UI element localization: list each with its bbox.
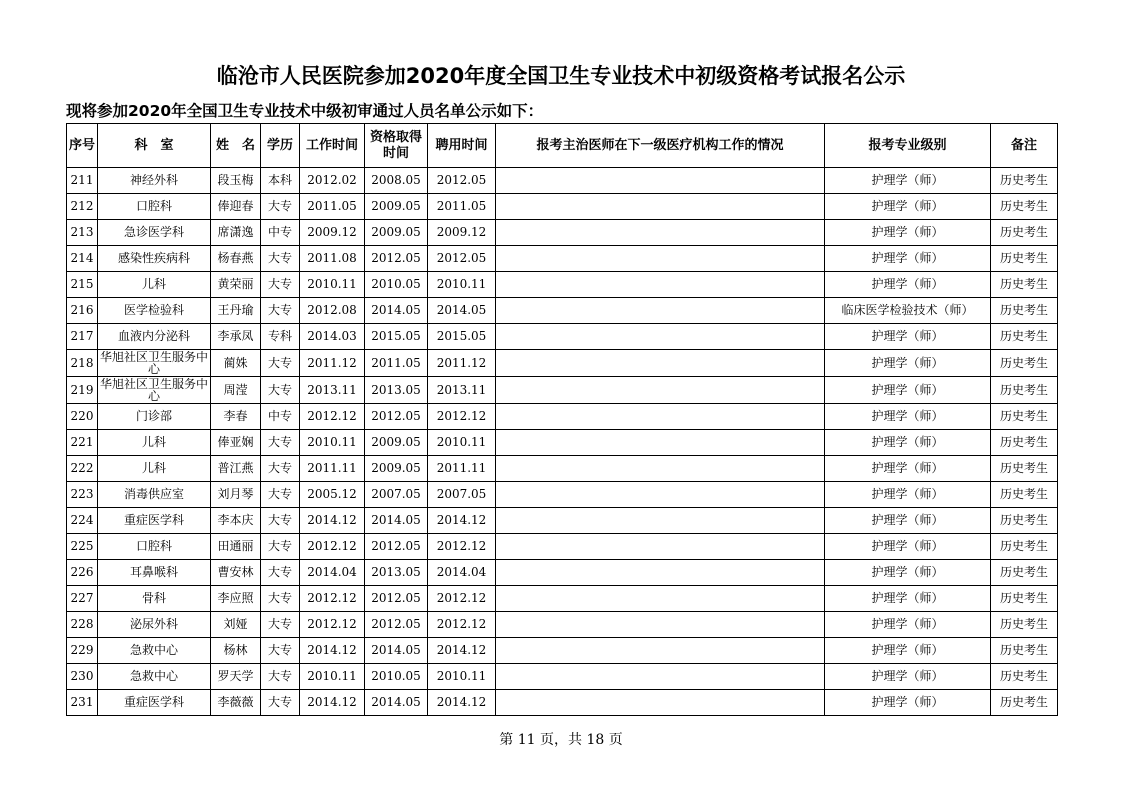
cell-work-start: 2012.12 — [300, 404, 365, 430]
cell-qualification-date: 2013.05 — [365, 377, 428, 404]
cell-work-start: 2012.12 — [300, 586, 365, 612]
cell-work-start: 2012.12 — [300, 534, 365, 560]
cell-employment-date: 2012.12 — [428, 612, 496, 638]
cell-employment-date: 2013.11 — [428, 377, 496, 404]
cell-department: 口腔科 — [98, 534, 211, 560]
cell-department: 消毒供应室 — [98, 482, 211, 508]
cell-qualification-date: 2011.05 — [365, 350, 428, 377]
cell-qualification-date: 2014.05 — [365, 298, 428, 324]
cell-seq: 223 — [67, 482, 98, 508]
cell-grassroots-work — [496, 377, 825, 404]
cell-department: 儿科 — [98, 456, 211, 482]
cell-remarks: 历史考生 — [991, 560, 1058, 586]
table-row — [67, 612, 1058, 638]
cell-grassroots-work — [496, 586, 825, 612]
cell-work-start: 2010.11 — [300, 272, 365, 298]
cell-name: 王丹瑜 — [211, 298, 261, 324]
cell-department: 儿科 — [98, 430, 211, 456]
cell-remarks: 历史考生 — [991, 664, 1058, 690]
cell-grassroots-work — [496, 272, 825, 298]
cell-remarks: 历史考生 — [991, 638, 1058, 664]
cell-remarks: 历史考生 — [991, 324, 1058, 350]
cell-seq: 226 — [67, 560, 98, 586]
cell-exam-level: 护理学（师） — [825, 638, 991, 664]
cell-education: 大专 — [261, 534, 300, 560]
cell-education: 大专 — [261, 508, 300, 534]
table-row — [67, 482, 1058, 508]
cell-department: 耳鼻喉科 — [98, 560, 211, 586]
cell-education: 大专 — [261, 638, 300, 664]
cell-work-start: 2009.12 — [300, 220, 365, 246]
cell-employment-date: 2011.05 — [428, 194, 496, 220]
cell-department — [98, 377, 211, 404]
cell-name: 曹安林 — [211, 560, 261, 586]
table-row — [67, 638, 1058, 664]
cell-name: 普江燕 — [211, 456, 261, 482]
cell-name: 李应照 — [211, 586, 261, 612]
cell-employment-date: 2011.11 — [428, 456, 496, 482]
cell-education: 中专 — [261, 220, 300, 246]
cell-name: 李承凤 — [211, 324, 261, 350]
cell-qualification-date: 2014.05 — [365, 638, 428, 664]
cell-seq: 230 — [67, 664, 98, 690]
cell-grassroots-work — [496, 194, 825, 220]
table-row — [67, 377, 1058, 404]
cell-remarks: 历史考生 — [991, 508, 1058, 534]
cell-name: 席潇逸 — [211, 220, 261, 246]
cell-exam-level: 护理学（师） — [825, 377, 991, 404]
cell-employment-date: 2010.11 — [428, 430, 496, 456]
cell-education: 本科 — [261, 168, 300, 194]
table-row — [67, 690, 1058, 716]
cell-exam-level: 护理学（师） — [825, 430, 991, 456]
cell-work-start: 2010.11 — [300, 430, 365, 456]
cell-department: 医学检验科 — [98, 298, 211, 324]
cell-remarks: 历史考生 — [991, 534, 1058, 560]
cell-education: 大专 — [261, 690, 300, 716]
cell-department: 感染性疾病科 — [98, 246, 211, 272]
cell-remarks: 历史考生 — [991, 377, 1058, 404]
cell-name: 段玉梅 — [211, 168, 261, 194]
cell-exam-level: 护理学（师） — [825, 404, 991, 430]
cell-seq: 220 — [67, 404, 98, 430]
cell-seq: 227 — [67, 586, 98, 612]
cell-grassroots-work — [496, 220, 825, 246]
cell-education: 大专 — [261, 664, 300, 690]
cell-department: 重症医学科 — [98, 690, 211, 716]
cell-exam-level: 护理学（师） — [825, 612, 991, 638]
table-row — [67, 298, 1058, 324]
cell-education: 大专 — [261, 350, 300, 377]
cell-work-start: 2014.12 — [300, 690, 365, 716]
cell-department: 口腔科 — [98, 194, 211, 220]
cell-exam-level: 护理学（师） — [825, 482, 991, 508]
table-row — [67, 430, 1058, 456]
cell-exam-level: 护理学（师） — [825, 560, 991, 586]
cell-department: 骨科 — [98, 586, 211, 612]
cell-exam-level: 护理学（师） — [825, 350, 991, 377]
cell-employment-date: 2014.05 — [428, 298, 496, 324]
table-row — [67, 220, 1058, 246]
footer-total-pages: 18 — [586, 732, 605, 748]
cell-remarks: 历史考生 — [991, 430, 1058, 456]
cell-work-start: 2014.04 — [300, 560, 365, 586]
department-text: 华旭社区卫生服务中心 — [99, 378, 208, 402]
cell-employment-date: 2014.12 — [428, 638, 496, 664]
cell-work-start: 2011.05 — [300, 194, 365, 220]
cell-name: 黄荣丽 — [211, 272, 261, 298]
cell-grassroots-work — [496, 638, 825, 664]
cell-work-start: 2013.11 — [300, 377, 365, 404]
cell-qualification-date: 2010.05 — [365, 272, 428, 298]
cell-name: 刘月琴 — [211, 482, 261, 508]
cell-department — [98, 350, 211, 377]
table-row — [67, 350, 1058, 377]
cell-seq: 212 — [67, 194, 98, 220]
cell-employment-date: 2010.11 — [428, 272, 496, 298]
cell-qualification-date: 2012.05 — [365, 612, 428, 638]
cell-exam-level: 护理学（师） — [825, 272, 991, 298]
cell-seq: 231 — [67, 690, 98, 716]
cell-work-start: 2011.11 — [300, 456, 365, 482]
cell-grassroots-work — [496, 482, 825, 508]
cell-name: 李薇薇 — [211, 690, 261, 716]
cell-qualification-date: 2014.05 — [365, 690, 428, 716]
cell-exam-level: 护理学（师） — [825, 194, 991, 220]
cell-remarks: 历史考生 — [991, 298, 1058, 324]
cell-remarks: 历史考生 — [991, 194, 1058, 220]
cell-qualification-date: 2009.05 — [365, 220, 428, 246]
cell-employment-date: 2012.12 — [428, 586, 496, 612]
cell-grassroots-work — [496, 324, 825, 350]
table-row — [67, 586, 1058, 612]
cell-qualification-date: 2010.05 — [365, 664, 428, 690]
cell-remarks: 历史考生 — [991, 690, 1058, 716]
footer-prefix: 第 — [499, 732, 514, 748]
cell-work-start: 2010.11 — [300, 664, 365, 690]
cell-qualification-date: 2009.05 — [365, 194, 428, 220]
cell-department: 门诊部 — [98, 404, 211, 430]
cell-seq: 221 — [67, 430, 98, 456]
header-seq: 序号 — [67, 124, 98, 168]
cell-qualification-date: 2012.05 — [365, 534, 428, 560]
table-row — [67, 324, 1058, 350]
cell-employment-date: 2014.12 — [428, 508, 496, 534]
cell-education: 大专 — [261, 377, 300, 404]
cell-exam-level: 护理学（师） — [825, 586, 991, 612]
cell-remarks: 历史考生 — [991, 404, 1058, 430]
cell-grassroots-work — [496, 456, 825, 482]
cell-grassroots-work — [496, 690, 825, 716]
cell-name: 刘娅 — [211, 612, 261, 638]
cell-name: 俸迎春 — [211, 194, 261, 220]
department-text: 华旭社区卫生服务中心 — [99, 351, 208, 375]
table-row — [67, 508, 1058, 534]
header-name: 姓 名 — [211, 124, 261, 168]
cell-qualification-date: 2007.05 — [365, 482, 428, 508]
cell-work-start: 2011.08 — [300, 246, 365, 272]
cell-remarks: 历史考生 — [991, 220, 1058, 246]
cell-exam-level: 护理学（师） — [825, 168, 991, 194]
cell-education: 大专 — [261, 430, 300, 456]
cell-qualification-date: 2008.05 — [365, 168, 428, 194]
table-row — [67, 534, 1058, 560]
cell-name: 田通丽 — [211, 534, 261, 560]
cell-exam-level: 护理学（师） — [825, 220, 991, 246]
cell-employment-date: 2010.11 — [428, 664, 496, 690]
cell-remarks: 历史考生 — [991, 350, 1058, 377]
cell-employment-date: 2011.12 — [428, 350, 496, 377]
table-row — [67, 272, 1058, 298]
table-row — [67, 168, 1058, 194]
table-header-row — [67, 124, 1058, 168]
cell-education: 大专 — [261, 560, 300, 586]
cell-work-start: 2014.12 — [300, 508, 365, 534]
cell-work-start: 2012.08 — [300, 298, 365, 324]
cell-department: 急诊医学科 — [98, 220, 211, 246]
cell-employment-date: 2012.12 — [428, 404, 496, 430]
cell-seq: 213 — [67, 220, 98, 246]
cell-education: 大专 — [261, 482, 300, 508]
cell-exam-level: 护理学（师） — [825, 456, 991, 482]
cell-remarks: 历史考生 — [991, 246, 1058, 272]
table-row — [67, 194, 1058, 220]
cell-exam-level: 护理学（师） — [825, 534, 991, 560]
cell-qualification-date: 2013.05 — [365, 560, 428, 586]
cell-exam-level: 护理学（师） — [825, 246, 991, 272]
cell-exam-level: 护理学（师） — [825, 690, 991, 716]
header-education: 学历 — [261, 124, 300, 168]
cell-employment-date: 2014.04 — [428, 560, 496, 586]
cell-qualification-date: 2012.05 — [365, 246, 428, 272]
cell-work-start: 2012.12 — [300, 612, 365, 638]
header-remarks: 备注 — [991, 124, 1058, 168]
cell-qualification-date: 2009.05 — [365, 456, 428, 482]
cell-name: 罗天学 — [211, 664, 261, 690]
applicant-table — [66, 123, 1058, 716]
cell-grassroots-work — [496, 508, 825, 534]
cell-grassroots-work — [496, 560, 825, 586]
cell-work-start: 2011.12 — [300, 350, 365, 377]
cell-education: 大专 — [261, 246, 300, 272]
header-employment-date: 聘用时间 — [428, 124, 496, 168]
cell-department: 急救中心 — [98, 638, 211, 664]
page-title: 临沧市人民医院参加2020年度全国卫生专业技术中初级资格考试报名公示 — [216, 64, 906, 88]
cell-remarks: 历史考生 — [991, 482, 1058, 508]
table-row — [67, 560, 1058, 586]
cell-seq: 224 — [67, 508, 98, 534]
cell-seq: 215 — [67, 272, 98, 298]
header-qualification-date: 资格取得时间 — [365, 124, 428, 168]
cell-seq: 229 — [67, 638, 98, 664]
cell-exam-level: 护理学（师） — [825, 664, 991, 690]
cell-name: 杨春燕 — [211, 246, 261, 272]
cell-work-start: 2014.12 — [300, 638, 365, 664]
footer-suffix: 页 — [608, 732, 623, 748]
cell-qualification-date: 2012.05 — [365, 404, 428, 430]
cell-employment-date: 2012.05 — [428, 246, 496, 272]
cell-education: 大专 — [261, 272, 300, 298]
cell-grassroots-work — [496, 664, 825, 690]
cell-name: 蔺姝 — [211, 350, 261, 377]
cell-grassroots-work — [496, 534, 825, 560]
table-row — [67, 246, 1058, 272]
cell-qualification-date: 2014.05 — [365, 508, 428, 534]
cell-name: 李春 — [211, 404, 261, 430]
cell-work-start: 2014.03 — [300, 324, 365, 350]
header-work-start: 工作时间 — [300, 124, 365, 168]
cell-employment-date: 2012.12 — [428, 534, 496, 560]
cell-seq: 228 — [67, 612, 98, 638]
cell-exam-level: 临床医学检验技术（师） — [825, 298, 991, 324]
header-grassroots-work: 报考主治医师在下一级医疗机构工作的情况 — [496, 124, 825, 168]
cell-education: 大专 — [261, 194, 300, 220]
cell-work-start: 2012.02 — [300, 168, 365, 194]
cell-seq: 217 — [67, 324, 98, 350]
cell-department: 重症医学科 — [98, 508, 211, 534]
cell-employment-date: 2012.05 — [428, 168, 496, 194]
cell-remarks: 历史考生 — [991, 272, 1058, 298]
cell-employment-date: 2007.05 — [428, 482, 496, 508]
cell-education: 中专 — [261, 404, 300, 430]
cell-grassroots-work — [496, 350, 825, 377]
cell-employment-date: 2014.12 — [428, 690, 496, 716]
cell-seq: 211 — [67, 168, 98, 194]
cell-exam-level: 护理学（师） — [825, 508, 991, 534]
table-body — [67, 168, 1058, 716]
cell-department: 血液内分泌科 — [98, 324, 211, 350]
cell-name: 杨林 — [211, 638, 261, 664]
cell-grassroots-work — [496, 404, 825, 430]
cell-grassroots-work — [496, 168, 825, 194]
cell-education: 大专 — [261, 612, 300, 638]
cell-seq: 222 — [67, 456, 98, 482]
footer-current-page: 11 — [517, 732, 536, 748]
cell-department: 急救中心 — [98, 664, 211, 690]
header-exam-level: 报考专业级别 — [825, 124, 991, 168]
cell-department: 儿科 — [98, 272, 211, 298]
cell-department: 泌尿外科 — [98, 612, 211, 638]
table-row — [67, 456, 1058, 482]
cell-seq: 218 — [67, 350, 98, 377]
cell-remarks: 历史考生 — [991, 586, 1058, 612]
cell-education: 大专 — [261, 456, 300, 482]
table-row — [67, 664, 1058, 690]
cell-name: 周滢 — [211, 377, 261, 404]
cell-remarks: 历史考生 — [991, 612, 1058, 638]
cell-education: 大专 — [261, 298, 300, 324]
header-department: 科 室 — [98, 124, 211, 168]
notice-subtitle: 现将参加2020年全国卫生专业技术中级初审通过人员名单公示如下： — [66, 102, 544, 120]
cell-remarks: 历史考生 — [991, 168, 1058, 194]
cell-seq: 214 — [67, 246, 98, 272]
cell-employment-date: 2009.12 — [428, 220, 496, 246]
cell-seq: 219 — [67, 377, 98, 404]
cell-employment-date: 2015.05 — [428, 324, 496, 350]
cell-remarks: 历史考生 — [991, 456, 1058, 482]
footer-middle: 页，共 — [540, 732, 582, 748]
cell-department: 神经外科 — [98, 168, 211, 194]
table-row — [67, 404, 1058, 430]
cell-seq: 216 — [67, 298, 98, 324]
page-footer — [0, 729, 1122, 749]
cell-grassroots-work — [496, 612, 825, 638]
cell-grassroots-work — [496, 298, 825, 324]
cell-name: 李本庆 — [211, 508, 261, 534]
cell-name: 俸亚娴 — [211, 430, 261, 456]
cell-grassroots-work — [496, 430, 825, 456]
cell-seq: 225 — [67, 534, 98, 560]
cell-education: 专科 — [261, 324, 300, 350]
cell-qualification-date: 2015.05 — [365, 324, 428, 350]
cell-work-start: 2005.12 — [300, 482, 365, 508]
cell-education: 大专 — [261, 586, 300, 612]
cell-exam-level: 护理学（师） — [825, 324, 991, 350]
cell-qualification-date: 2012.05 — [365, 586, 428, 612]
cell-qualification-date: 2009.05 — [365, 430, 428, 456]
cell-grassroots-work — [496, 246, 825, 272]
